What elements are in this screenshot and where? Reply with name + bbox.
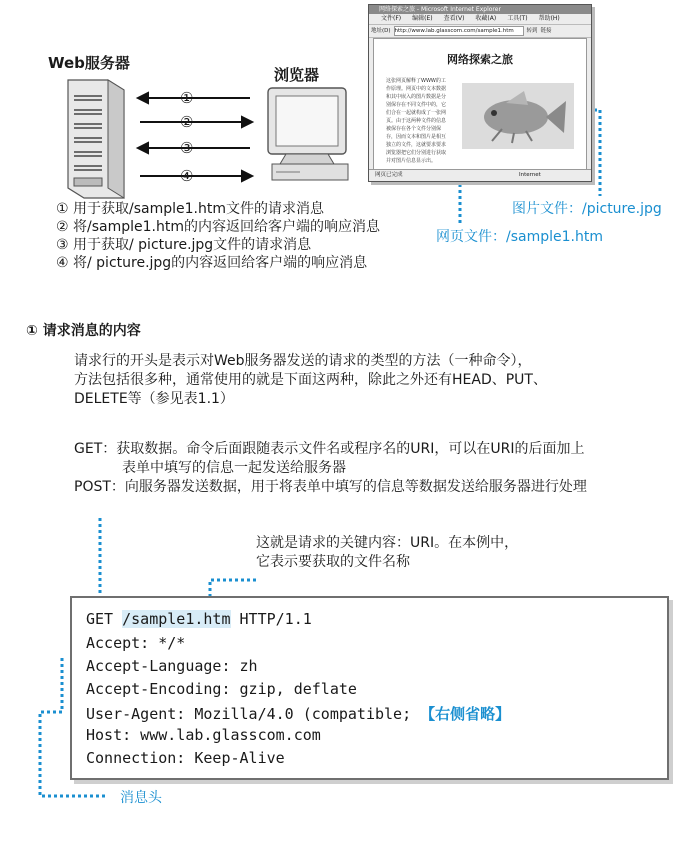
header-line: [86, 703, 510, 724]
ie-go-button[interactable]: 转到: [526, 28, 538, 34]
ie-status-right: Internet: [519, 172, 541, 178]
step-description: ④ 将/ picture.jpg的内容返回给客户端的响应消息: [56, 255, 368, 271]
ie-statusbar: [369, 169, 591, 181]
step-description: ① 用于获取/sample1.htm文件的请求消息: [56, 201, 324, 217]
browser-label: 浏览器: [274, 66, 320, 84]
request-uri: /sample1.htm: [122, 610, 231, 628]
intro-line: DELETE等（参见表1.1）: [74, 391, 234, 407]
request-version: HTTP/1.1: [230, 610, 312, 628]
http-request-box: [70, 596, 669, 780]
ie-menu-favorites[interactable]: 收藏(A): [475, 15, 497, 22]
ie-page-heading: 网络探索之旅: [447, 53, 513, 66]
header-line: Connection: Keep-Alive: [86, 749, 285, 767]
ie-address-label: 地址(D): [371, 28, 391, 34]
request-method: GET: [86, 610, 123, 628]
ie-menubar: [369, 14, 591, 25]
header-line: Accept-Language: zh: [86, 657, 258, 675]
ie-menu-edit[interactable]: 编辑(E): [412, 15, 433, 22]
header-user-agent: User-Agent: Mozilla/4.0 (compatible;: [86, 705, 412, 723]
ie-page-text: 这张网页解释了WWW的工作原理。网页中的文本数据和其中嵌入的图片数据是分别保存在不同文件中的，它们合在一起就构成了一张网页。由于这两种文件的信息被保存在各个文件分别保存，因而文本和图片是相互独立的文件，这就要求要求浏览器把它们分别进行获取并对图片信息显示出。: [386, 78, 447, 164]
step-description: ② 将/sample1.htm的内容返回给客户端的响应消息: [56, 219, 380, 235]
ie-menu-file[interactable]: 文件(F): [381, 15, 402, 22]
request-line: [86, 610, 312, 628]
ie-links-button[interactable]: 链接: [540, 28, 552, 34]
ie-content: [373, 38, 587, 170]
ie-menu-help[interactable]: 帮助(H): [538, 15, 560, 22]
page-file-label: 网页文件：/sample1.htm: [436, 229, 603, 245]
step-marker-2: ②: [180, 113, 194, 131]
ie-address-input[interactable]: http://www.lab.glasscom.com/sample1.htm: [394, 26, 524, 36]
method-post: POST：向服务器发送数据，用于将表单中填写的信息等数据发送给服务器进行处理: [74, 479, 587, 495]
intro-paragraph: [74, 352, 547, 409]
step-description-list: [56, 200, 380, 272]
diagram-graphics: [0, 0, 700, 200]
omitted-note: 【右侧省略】: [420, 705, 511, 723]
uri-note-line: 它表示要获取的文件名称: [256, 554, 410, 570]
section-title: ① 请求消息的内容: [26, 323, 141, 339]
intro-line: 方法包括很多种，通常使用的就是下面这两种，除此之外还有HEAD、PUT、: [74, 372, 547, 388]
ie-titlebar: 网络探索之旅 - Microsoft Internet Explorer: [369, 5, 591, 14]
server-label: Web服务器: [48, 54, 130, 72]
step-marker-4: ④: [180, 167, 194, 185]
picture-icon: [462, 83, 574, 149]
header-line: Accept-Encoding: gzip, deflate: [86, 680, 357, 698]
ie-addressbar: [369, 25, 591, 38]
monitor-icon: [268, 88, 348, 180]
header-note: 消息头: [120, 790, 162, 806]
step-description: ③ 用于获取/ picture.jpg文件的请求消息: [56, 237, 312, 253]
method-get: GET：获取数据。命令后面跟随表示文件名或程序名的URI，可以在URI的后面加上: [74, 441, 585, 457]
ie-menu-tools[interactable]: 工具(T): [507, 15, 528, 22]
header-line: Accept: */*: [86, 634, 186, 652]
server-icon: [68, 80, 124, 198]
uri-note-line: 这就是请求的关键内容：URI。在本例中，: [256, 535, 519, 551]
header-line: Host: www.lab.glasscom.com: [86, 726, 321, 744]
ie-menu-view[interactable]: 查看(V): [443, 15, 465, 22]
ie-window: [368, 4, 592, 182]
ie-status-left: 网页已完成: [375, 172, 403, 178]
step-marker-1: ①: [180, 89, 194, 107]
method-get-cont: 表单中填写的信息一起发送给服务器: [122, 460, 346, 476]
intro-line: 请求行的开头是表示对Web服务器发送的请求的类型的方法（一种命令），: [74, 353, 532, 369]
step-marker-3: ③: [180, 139, 194, 157]
picture-file-label: 图片文件：/picture.jpg: [512, 201, 662, 217]
